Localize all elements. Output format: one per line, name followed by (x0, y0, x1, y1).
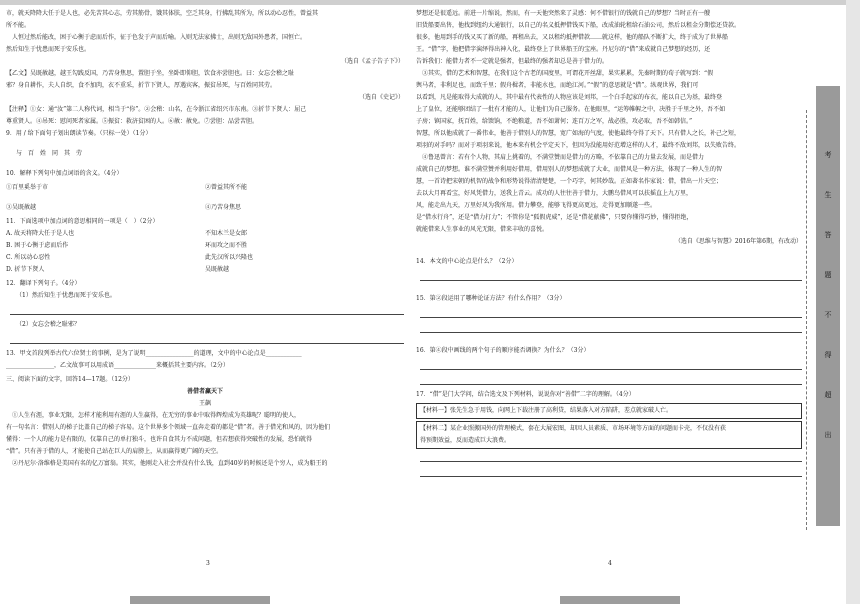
answer-line[interactable] (10, 333, 404, 344)
section-three-heading: 三、阅读下面的文字，回答14—17题。（12分） (6, 376, 134, 383)
answer-line[interactable] (420, 466, 802, 477)
sidebar-label: 答 (824, 231, 832, 239)
article-paragraph: 有一句名言：借别人的梯子比盖自己的梯子容易。这个世界多个领域一直奔走着的都是“借”者。善于借光和风的，因为他们 (6, 424, 331, 431)
scan-right-edge (846, 0, 860, 604)
question-10: 10．解释下列句中加点词语的含义。（4分） (6, 170, 123, 177)
source-line: （选自《史记》） (358, 94, 404, 101)
sidebar-label: 题 (824, 271, 832, 279)
answer-line[interactable] (420, 307, 802, 318)
sidebar-label: 考 (824, 151, 832, 159)
page-number-right: 4 (608, 560, 612, 567)
text-line: ④鲁迅曾言：若有个人物，其肩上挑着的，不满堂赞而是借力的方略，不依靠自己的力量去发展，而是借力 (416, 154, 705, 161)
option-d-pair: 吴既赦越 (205, 266, 230, 273)
option-b: B. 困于心衡于虑而后作 (6, 242, 69, 249)
text-line: 项羽的对手吗？而对于项羽来说，他本来有机会平定天下，但因为没能用好范增这样的人才，最终不敌刘邦，以失败告终。 (416, 142, 741, 149)
sidebar-label: 得 (824, 351, 832, 359)
source-line: （选自《孟子告子下》） (340, 58, 404, 65)
page-number-left: 3 (206, 560, 210, 567)
q10-item: ③吴既赦越 (6, 204, 37, 211)
text-line: 然后知生于忧患而死于安乐也。 (6, 46, 91, 53)
question-9: 9．用 / 给下面句子划出朗读节奏。（只标一处）（1分） (6, 130, 152, 137)
text-line: 风，能走出九天，万里好风为我所用。借力攀登，能够飞得更高更远，走得更加顺遂一些。 (416, 202, 657, 209)
option-a-pair: 不知木兰是女郎 (205, 230, 248, 237)
text-line: 王。“借”字，他把借字演绎得出神入化，最终登上了世界船王的宝座。丹尼尔的“借”来成就自己梦想的经历，还 (416, 46, 711, 53)
scan-top-edge (0, 0, 860, 5)
left-page (6, 8, 404, 470)
option-a: A. 故天将降大任于是人也 (6, 230, 75, 237)
text-line: 慧，一首诗把宋朝的机智的战争和形势说得清清楚楚，一个巧字，何其妙哉。正如著名作家说：借，借出一片天空； (416, 178, 723, 185)
answer-line[interactable] (420, 451, 802, 462)
article-paragraph: “借”。只有善于借的人，才能使自己站在巨人的肩膀上，从而赢得更广阔的天空。 (6, 448, 223, 455)
text-line: 很多，他用到手的钱又买了新的船，再租出去，又以租约抵押借款……就这样，他的船队不断扩大，终于成为了世界船 (416, 34, 729, 41)
option-c-pair: 此先汉所以兴隆也 (205, 254, 254, 261)
text-line: 邪？身自耕作，夫人自织，食不加肉，衣不重采，折节下贤人，厚遇宾客，振贫吊死，与百姓同其劳。 (6, 82, 277, 89)
question-12: 12．翻译下列句子。（4分） (6, 280, 81, 287)
text-line: 市，就天降降大任于是人也，必先苦其心志，劳其筋骨，饿其体肤，空乏其身，行拂乱其所为，所以动心忍性，曾益其 (6, 10, 319, 17)
text-line: 【乙文】吴既赦越，越王勾践反国，乃苦身焦思，置胆于坐，坐卧即仰胆，饮食亦尝胆也。曰：女忘会稽之耻 (6, 70, 295, 77)
text-line: 子房；镇国家，抚百姓，给馈饷，不绝粮道，吾不如萧何；连百万之军，战必胜，攻必取，吾不如韩信。” (416, 118, 693, 125)
scan-bottom-shadow (130, 596, 270, 604)
text-line: 智慧，所以他成就了一番伟业，他善于借别人的智慧，宽广如海的气度，使他最终夺得了天下。只有借人之长，补己之短， (416, 130, 741, 137)
article-title: 善借者赢天下 (186, 388, 223, 395)
question-13-continued: ________________，乙文故事可以用成语______________来概括其主要内容。（2分） (6, 362, 229, 369)
text-line: 梦想还是很遥远。前进一片缩说，然而，有一天他突然来了灵感：何不借银行的钱就自己的梦想？当时正有一艘 (416, 10, 711, 17)
material-one: 【材料一】张先生急于用钱，向网上下载注册了高利贷，结果落入对方陷阱，差点就家破人亡。 (416, 403, 802, 419)
sidebar-label: 生 (824, 191, 832, 199)
article-author: 王飙 (198, 400, 211, 407)
text-line: 旧货船要出售，他找到纽约大通银行，以自己的名义抵押借钱买下船，改成油轮租给石油公司，然后以租金分期偿还贷款。 (416, 22, 741, 29)
sidebar-label: 超 (824, 391, 832, 399)
text-line: 是“借水行舟”，还是“借力打力”；不管你是“狐假虎威”，还是“借花献佛”，只要你懂得巧妙，懂得拒绝， (416, 214, 693, 221)
rhythm-sentence: 与 百 姓 同 其 劳 (16, 150, 83, 157)
answer-line[interactable] (420, 270, 802, 281)
right-page (416, 8, 802, 481)
q12-sentence-1: （1）然后知生于忧患而死于安乐也。 (16, 292, 116, 299)
text-line: 【注释】①女：通“汝”第二人称代词，相当于“你”。②会稽：山名，在今浙江省绍兴市东南。③折节下贤人：屈己 (6, 106, 307, 113)
sidebar-label: 不 (824, 311, 832, 319)
question-16: 16．第④段中画线的两个句子的顺序能否调换？为什么？（3分） (416, 347, 590, 354)
question-15: 15．第②段运用了哪种论证方法？有什么作用？（3分） (416, 295, 566, 302)
text-line: 以看到，凡是能取得大成就的人，其中最有代表性的人物应该是刘邦，一个白手起家的布衣，能以自己为基，最终登 (416, 94, 723, 101)
text-line: 告诉我们：能借力者不一定就是强者，但最终的强者却总是善于借力的。 (416, 58, 609, 65)
question-11: 11．下面选项中加点词的意思相同的一项是（ ）（2分） (6, 218, 159, 225)
text-line: 尊重贤人。④吊死：慰问死者家属。⑤振贫：救济贫困的人。⑥赦：赦免。⑦尝胆：品尝苦胆。 (6, 118, 259, 125)
article-paragraph: ②丹尼尔·洛维格是美国有名的亿万富翁。其实，他刚走入社会并没有什么钱，直到40岁的时候还是个穷人，成为船王的 (6, 460, 328, 467)
answer-line[interactable] (10, 304, 404, 315)
text-line: 成就自己的梦想。谁不满堂赞并利用好借用，借用别人的梦想成就了大业，而借风是一种方法，体现了一种人生的智 (416, 166, 723, 173)
answer-line[interactable] (420, 359, 802, 370)
question-17: 17．“借”是门大学问，结合选文及下列材料，说说你对“善借”二字的理解。（4分） (416, 391, 635, 398)
text-line: 去以大月再看宝，好风凭借力，送我上青云。成功的人往往善于借力，大鹏鸟借风可以扶摇直上九万里， (416, 190, 693, 197)
article-paragraph: ①人生有涯，事业无限，怎样才能利用有涯的人生赢得，在无穷的事业中取得辉煌成为英雄呢？聪明的使人， (6, 412, 301, 419)
q10-item: ④乃苦身焦思 (205, 204, 242, 211)
option-b-pair: 环而攻之而不胜 (205, 242, 248, 249)
sidebar-label: 出 (824, 431, 832, 439)
q12-sentence-2: （2）女忘会稽之耻邪？ (16, 321, 80, 328)
material-two-text: 【材料二】某企业照搬国外的管理模式，套在大展宏图，却因人员素质、市场环境等方面的问题而卡壳，不仅没有获 (420, 425, 727, 432)
option-d: D. 折节下贤人 (6, 266, 45, 273)
question-14: 14．本文的中心论点是什么？（2分） (416, 258, 518, 265)
scan-bottom-shadow (560, 596, 680, 604)
source-line: （选自《思维与智慧》2016年第6期，有改动） (674, 238, 802, 245)
material-two-text-continued: 得预期效益，反而造成巨大浪费。 (420, 437, 511, 444)
article-paragraph: 懂得：一个人的能力是有限的，仅靠自己的单打独斗，也许自食其力不成问题，但若想获得突破性的发展，恐怕就得 (6, 436, 313, 443)
text-line: 上了皇位，还能够团结了一批有才能的人，让他们为自己服务。在他眼里，“运筹帷幄之中，决胜于千里之外，吾不如 (416, 106, 726, 113)
binding-dash-line (806, 110, 807, 530)
text-line: 所不能。 (6, 22, 31, 29)
option-c: C. 所以动心忍性 (6, 254, 51, 261)
answer-line[interactable] (420, 374, 802, 385)
q10-item: ②曾益其所不能 (205, 184, 248, 191)
text-line: 就能借来人生事业的风光无限，借来丰收的喜悦。 (416, 226, 549, 233)
text-line: ③其实，借的艺术和智慧，在我们这个古老的国度里，可谓花开丝甜，果实累累，先秦时期的荀子就写到：“假 (416, 70, 714, 77)
question-13: 13．甲文首段列举古代六位贤士的事例，是为了说明________________的道理，文中的中心论点是____________ (6, 350, 302, 357)
q10-item: ①百里奚举于市 (6, 184, 49, 191)
text-line: 舆马者，非利足也，而致千里；假舟楫者，非能水也，而绝江河。”“假”的意思就是“借”。纵观世界，我们可 (416, 82, 699, 89)
text-line: 人恒过然后能改，困于心衡于虑而后作，征于色发于声而后喻。入则无法家拂士，出则无敌国外患者，国恒亡。 (6, 34, 307, 41)
answer-line[interactable] (420, 322, 802, 333)
material-two (416, 421, 802, 449)
